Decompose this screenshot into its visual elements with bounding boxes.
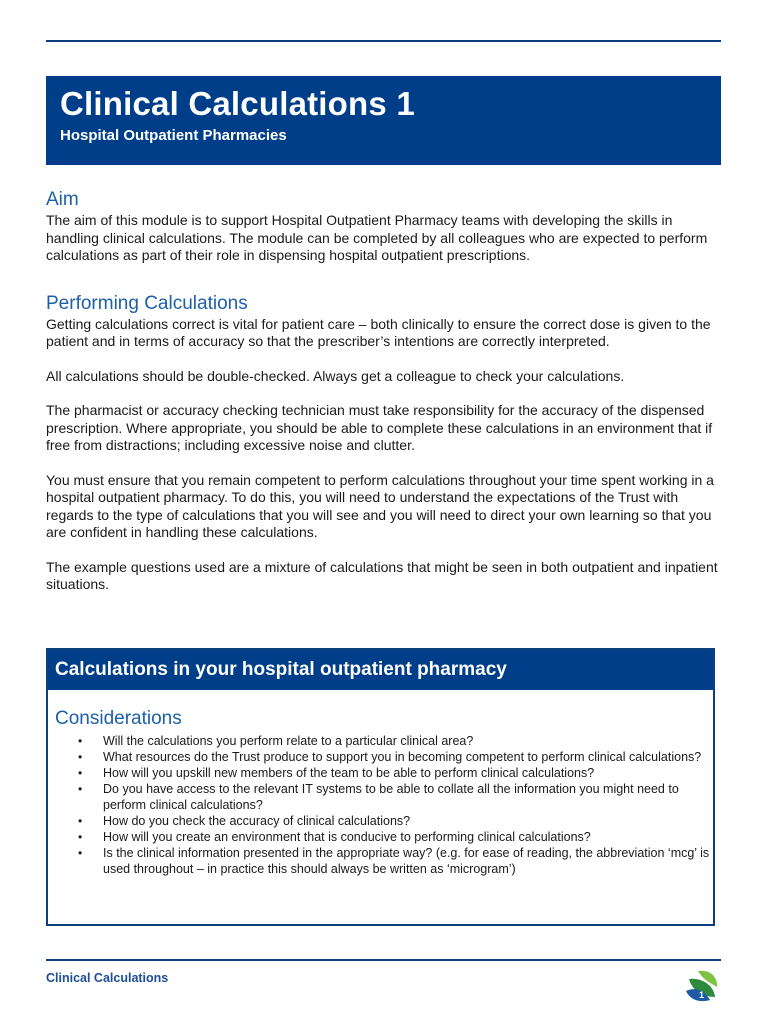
considerations-list <box>55 733 713 877</box>
bullet-icon: • <box>78 750 83 764</box>
list-item: • How do you check the accuracy of clinical calculations? <box>78 814 411 828</box>
list-item: • Is the clinical information presented in the appropriate way? (e.g. for ease of reading, the abbreviation ‘mcg’ is used throughout – in practice this should always be written as ‘microgram’) <box>78 846 710 876</box>
calculations-box <box>46 648 715 926</box>
performing-paragraph-4: You must ensure that you remain competent to perform calculations throughout your time spent working in a hospital outpatient pharmacy. To do this, you will need to understand the expectations of the Trust with regards to the type of calculations that you will see and you will need to direct your own learning so that you are confident in handling these calculations. <box>46 471 714 540</box>
list-item: • How will you upskill new members of the team to be able to perform clinical calculations? <box>78 766 595 780</box>
list-item: • Will the calculations you perform relate to a particular clinical area? <box>78 734 474 748</box>
main-content <box>46 188 726 611</box>
leaf-logo-icon <box>684 969 720 1003</box>
bullet-icon: • <box>78 782 83 796</box>
bottom-divider <box>46 959 721 961</box>
bullet-icon: • <box>78 766 83 780</box>
bullet-icon: • <box>78 734 83 748</box>
aim-heading: Aim <box>46 189 79 210</box>
performing-calculations-heading: Performing Calculations <box>46 292 248 314</box>
performing-paragraph-5: The example questions used are a mixture of calculations that might be seen in both outpatient and inpatient situations. <box>46 558 718 592</box>
calculations-box-body <box>48 690 713 877</box>
footer-label: Clinical Calculations <box>46 971 169 985</box>
aim-paragraph: The aim of this module is to support Hospital Outpatient Pharmacy teams with developing the skills in handling clinical calculations. The module can be completed by all colleagues who are expected to perform calculations as part of their role in dispensing hospital outpatient prescriptions. <box>46 212 708 263</box>
page-subtitle: Hospital Outpatient Pharmacies <box>60 127 287 144</box>
page-title: Clinical Calculations 1 <box>60 85 415 122</box>
performing-paragraph-2: All calculations should be double-checked. Always get a colleague to check your calculations. <box>46 367 625 384</box>
bullet-icon: • <box>78 830 83 844</box>
calculations-box-title: Calculations in your hospital outpatient pharmacy <box>48 650 713 690</box>
performing-paragraph-1: Getting calculations correct is vital for patient care – both clinically to ensure the correct dose is given to the patient and in terms of accuracy so that the prescriber’s intentions are correctly interpreted. <box>46 315 711 349</box>
top-divider <box>46 40 721 42</box>
bullet-icon: • <box>78 846 83 860</box>
performing-paragraph-3: The pharmacist or accuracy checking technician must take responsibility for the accuracy of the dispensed prescription. Where appropriate, you should be able to complete these calculations in an environment that if free from distractions; including excessive noise and clutter. <box>46 402 713 453</box>
list-item: • How will you create an environment that is conducive to performing clinical calculations? <box>78 830 591 844</box>
list-item: • What resources do the Trust produce to support you in becoming competent to perform clinical calculations? <box>78 750 702 764</box>
page-number: 1 <box>699 990 705 1000</box>
bullet-icon: • <box>78 814 83 828</box>
considerations-heading: Considerations <box>55 708 182 729</box>
list-item: • Do you have access to the relevant IT systems to be able to collate all the information you might need to perform clinical calculations? <box>78 782 679 812</box>
title-banner <box>46 76 721 165</box>
